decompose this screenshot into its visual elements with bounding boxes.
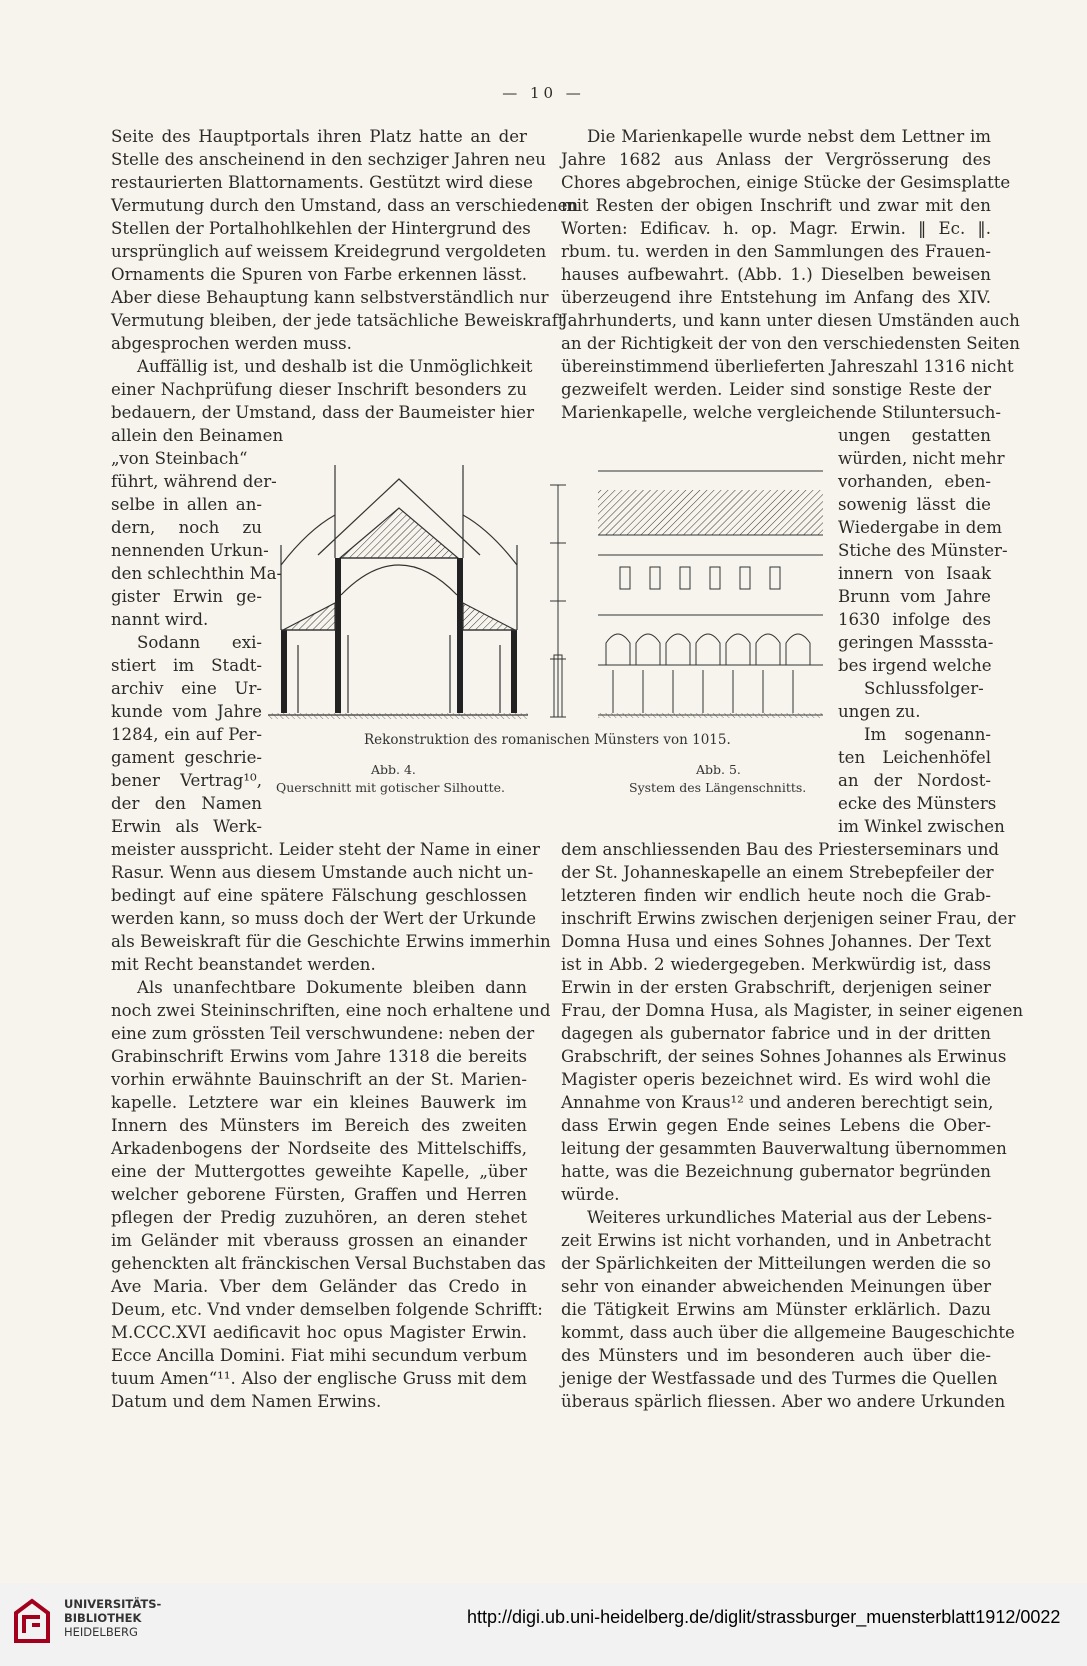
abb5-longitudinal-system <box>598 471 823 718</box>
text-line: noch zwei Steininschriften, eine noch erhaltene und <box>111 1001 551 1020</box>
text-line: Frau, der Domna Husa, als Magister, in seiner eigenen <box>561 1001 1024 1020</box>
text-line: allein den Beinamen <box>111 426 284 445</box>
text-line: mit Resten der obigen Inschrift und zwar mit den <box>561 196 991 215</box>
library-name-line1: UNIVERSITÄTS- <box>64 1597 162 1611</box>
text-line: bedingt auf eine spätere Fälschung geschlossen <box>111 886 527 905</box>
text-line: tuum Amen“¹¹. Also der englische Gruss mit dem <box>111 1369 527 1388</box>
text-line: bedauern, der Umstand, dass der Baumeister hier <box>111 403 535 422</box>
text-line: Erwin als Werk- <box>111 817 262 836</box>
text-line: Ave Maria. Vber dem Geländer das Credo in <box>111 1277 527 1296</box>
text-line: Marienkapelle, welche vergleichende Stiluntersuch- <box>561 403 1002 422</box>
text-line: ist in Abb. 2 wiedergegeben. Merkwürdig ist, dass <box>561 955 991 974</box>
text-line: kunde vom Jahre <box>111 702 262 721</box>
text-line: stiert im Stadt- <box>111 656 262 675</box>
library-name <box>64 1597 161 1639</box>
text-line: inschrift Erwins zwischen derjenigen seiner Frau, der <box>561 909 1016 928</box>
text-line: an der Nordost- <box>838 771 991 790</box>
footer-bar <box>0 1583 1087 1666</box>
source-url-link[interactable]: http://digi.ub.uni-heidelberg.de/diglit/strassburger_muensterblatt1912/0022 <box>467 1607 1061 1627</box>
text-line: Brunn vom Jahre <box>838 587 991 606</box>
text-line: Auffällig ist, und deshalb ist die Unmöglichkeit <box>137 357 533 376</box>
text-line: Innern des Münsters im Bereich des zweiten <box>111 1116 527 1135</box>
text-line: Vermutung bleiben, der jede tatsächliche Beweiskraft <box>111 311 565 330</box>
text-line: eine zum grössten Teil verschwundene: neben der <box>111 1024 535 1043</box>
text-line: vorhin erwähnte Bauinschrift an der St. Marien- <box>111 1070 527 1089</box>
figure-main-caption: Rekonstruktion des romanischen Münsters von 1015. <box>364 732 731 748</box>
text-line: Chores abgebrochen, einige Stücke der Gesimsplatte <box>561 173 1011 192</box>
text-line: 1630 infolge des <box>838 610 991 629</box>
text-line: Wiedergabe in dem <box>838 518 1002 537</box>
text-line: ecke des Münsters <box>838 794 997 813</box>
text-line: Jahre 1682 aus Anlass der Vergrösserung des <box>561 150 991 169</box>
abb4-cross-section <box>268 465 528 719</box>
text-line: im Geländer mit vberauss grossen an einander <box>111 1231 527 1250</box>
text-line: Seite des Hauptportals ihren Platz hatte an der <box>111 127 527 146</box>
text-line: überaus spärlich fliessen. Aber wo andere Urkunden <box>561 1392 1006 1411</box>
text-line: Datum und dem Namen Erwins. <box>111 1392 382 1411</box>
text-line: werden kann, so muss doch der Wert der Urkunde <box>111 909 537 928</box>
text-line: überzeugend ihre Entstehung im Anfang des XIV. <box>561 288 991 307</box>
text-line: Grabinschrift Erwins vom Jahre 1318 die bereits <box>111 1047 527 1066</box>
text-line: leitung der gesammten Bauverwaltung übernommen <box>561 1139 1007 1158</box>
library-name-line3: HEIDELBERG <box>64 1625 138 1639</box>
text-line: abgesprochen werden muss. <box>111 334 352 353</box>
text-line: Vermutung durch den Umstand, dass an verschiedenen <box>111 196 579 215</box>
text-line: ten Leichenhöfel <box>838 748 991 767</box>
text-line: würde. <box>561 1185 620 1204</box>
text-line: Stellen der Portalhohlkehlen der Hintergrund des <box>111 219 531 238</box>
text-line: den schlechthin Ma- <box>111 564 283 583</box>
text-line: welcher geborene Fürsten, Graffen und Herren <box>111 1185 527 1204</box>
text-line: vorhanden, eben- <box>838 472 991 491</box>
text-line: kommt, dass auch über die allgemeine Baugeschichte <box>561 1323 1015 1342</box>
text-line: Deum, etc. Vnd vnder demselben folgende Schrifft: <box>111 1300 543 1319</box>
text-line: einer Nachprüfung dieser Inschrift besonders zu <box>111 380 527 399</box>
figure-muenster-reconstruction <box>268 455 828 795</box>
text-line: rbum. tu. werden in den Sammlungen des Frauen- <box>561 242 991 261</box>
text-line: Domna Husa und eines Sohnes Johannes. Der Text <box>561 932 991 951</box>
text-line: letzteren finden wir endlich heute noch die Grab- <box>561 886 991 905</box>
text-line: Erwin in der ersten Grabschrift, derjenigen seiner <box>561 978 991 997</box>
text-line: dagegen als gubernator fabrice und in der dritten <box>561 1024 991 1043</box>
text-line: restaurierten Blattornaments. Gestützt wird diese <box>111 173 533 192</box>
text-line: nennenden Urkun- <box>111 541 269 560</box>
text-line: im Winkel zwischen <box>838 817 1005 836</box>
text-line: der den Namen <box>111 794 262 813</box>
text-line: hauses aufbewahrt. (Abb. 1.) Dieselben beweisen <box>561 265 991 284</box>
library-logo-icon <box>12 1595 52 1645</box>
text-line: Rasur. Wenn aus diesem Umstande auch nicht un- <box>111 863 534 882</box>
text-line: Stiche des Münster- <box>838 541 1008 560</box>
text-line: jenige der Westfassade und des Turmes die Quellen <box>561 1369 998 1388</box>
text-line: gezweifelt werden. Leider sind sonstige Reste der <box>561 380 991 399</box>
text-line: geringen Masssta- <box>838 633 994 652</box>
text-line: eine der Muttergottes geweihte Kapelle, „über <box>111 1162 527 1181</box>
text-line: Die Marienkapelle wurde nebst dem Lettner im <box>587 127 991 146</box>
text-line: Ornaments die Spuren von Farbe erkennen lässt. <box>111 265 527 284</box>
text-line: ungen gestatten <box>838 426 991 445</box>
text-line: dass Erwin gegen Ende seines Lebens die Ober- <box>561 1116 991 1135</box>
text-line: die Tätigkeit Erwins am Münster erklärlich. Dazu <box>561 1300 991 1319</box>
text-line: des Münsters und im besonderen auch über die- <box>561 1346 991 1365</box>
abb4-label: Abb. 4. <box>371 762 416 777</box>
text-line: führt, während der- <box>111 472 277 491</box>
text-line: der St. Johanneskapelle an einem Strebepfeiler der <box>561 863 994 882</box>
scale-bar <box>550 485 566 717</box>
text-line: würden, nicht mehr <box>838 449 1005 468</box>
text-line: gehenckten alt fränckischen Versal Buchstaben das <box>111 1254 546 1273</box>
text-line: der Spärlichkeiten der Mitteilungen werden die so <box>561 1254 991 1273</box>
text-line: zeit Erwins ist nicht vorhanden, und in Anbetracht <box>561 1231 991 1250</box>
text-line: dern, noch zu <box>111 518 262 537</box>
text-line: Weiteres urkundliches Material aus der Lebens- <box>587 1208 992 1227</box>
text-line: Ecce Ancilla Domini. Fiat mihi secundum verbum <box>111 1346 528 1365</box>
text-line: gament geschrie- <box>111 748 262 767</box>
text-line: pflegen der Predig zuzuhören, an deren stehet <box>111 1208 527 1227</box>
text-line: dem anschliessenden Bau des Priesterseminars und <box>561 840 1000 859</box>
text-line: an der Richtigkeit der von den verschiedensten Seiten <box>561 334 1020 353</box>
text-line: meister ausspricht. Leider steht der Name in einer <box>111 840 540 859</box>
text-line: archiv eine Ur- <box>111 679 262 698</box>
text-line: hatte, was die Bezeichnung gubernator begründen <box>561 1162 991 1181</box>
abb5-label: Abb. 5. <box>696 762 741 777</box>
text-line: selbe in allen an- <box>111 495 262 514</box>
library-name-line2: BIBLIOTHEK <box>64 1611 142 1625</box>
text-line: Arkadenbogens der Nordseite des Mittelschiffs, <box>111 1139 527 1158</box>
abb4-caption: Querschnitt mit gotischer Silhoutte. <box>276 780 506 795</box>
text-line: innern von Isaak <box>838 564 991 583</box>
text-line: Sodann exi- <box>137 633 262 652</box>
text-line: Magister operis bezeichnet wird. Es wird wohl die <box>561 1070 991 1089</box>
text-line: 1284, ein auf Per- <box>111 725 262 744</box>
text-line: Jahrhunderts, und kann unter diesen Umständen auch <box>561 311 1020 330</box>
text-line: bener Vertrag¹⁰, <box>111 771 262 790</box>
text-line: Stelle des anscheinend in den sechziger Jahren neu <box>111 150 546 169</box>
text-line: kapelle. Letztere war ein kleines Bauwerk im <box>111 1093 527 1112</box>
text-line: Aber diese Behauptung kann selbstverständlich nur <box>111 288 549 307</box>
text-line: ursprünglich auf weissem Kreidegrund vergoldeten <box>111 242 547 261</box>
text-line: mit Recht beanstandet werden. <box>111 955 376 974</box>
text-line: Worten: Edificav. h. op. Magr. Erwin. ‖ Ec. ‖. <box>561 219 991 238</box>
text-line: Im sogenann- <box>864 725 991 744</box>
text-line: sehr von einander abweichenden Meinungen über <box>561 1277 991 1296</box>
text-line: als Beweiskraft für die Geschichte Erwins immerhin <box>111 932 551 951</box>
text-line: „von Steinbach“ <box>111 449 248 468</box>
text-line: sowenig lässt die <box>838 495 991 514</box>
text-line: M.CCC.XVI aedificavit hoc opus Magister Erwin. <box>111 1323 527 1342</box>
text-line: übereinstimmend überlieferten Jahreszahl 1316 nicht <box>561 357 1014 376</box>
text-line: bes irgend welche <box>838 656 992 675</box>
abb5-caption: System des Längenschnitts. <box>629 780 807 795</box>
text-line: Grabschrift, der seines Sohnes Johannes als Erwinus <box>561 1047 1007 1066</box>
text-line: gister Erwin ge- <box>111 587 262 606</box>
text-line: nannt wird. <box>111 610 209 629</box>
text-line: Annahme von Kraus¹² und anderen berechtigt sein, <box>561 1093 994 1112</box>
text-line: ungen zu. <box>838 702 921 721</box>
text-line: Als unanfechtbare Dokumente bleiben dann <box>137 978 527 997</box>
text-line: Schlussfolger- <box>864 679 984 698</box>
page-number: — 10 — <box>502 84 585 102</box>
